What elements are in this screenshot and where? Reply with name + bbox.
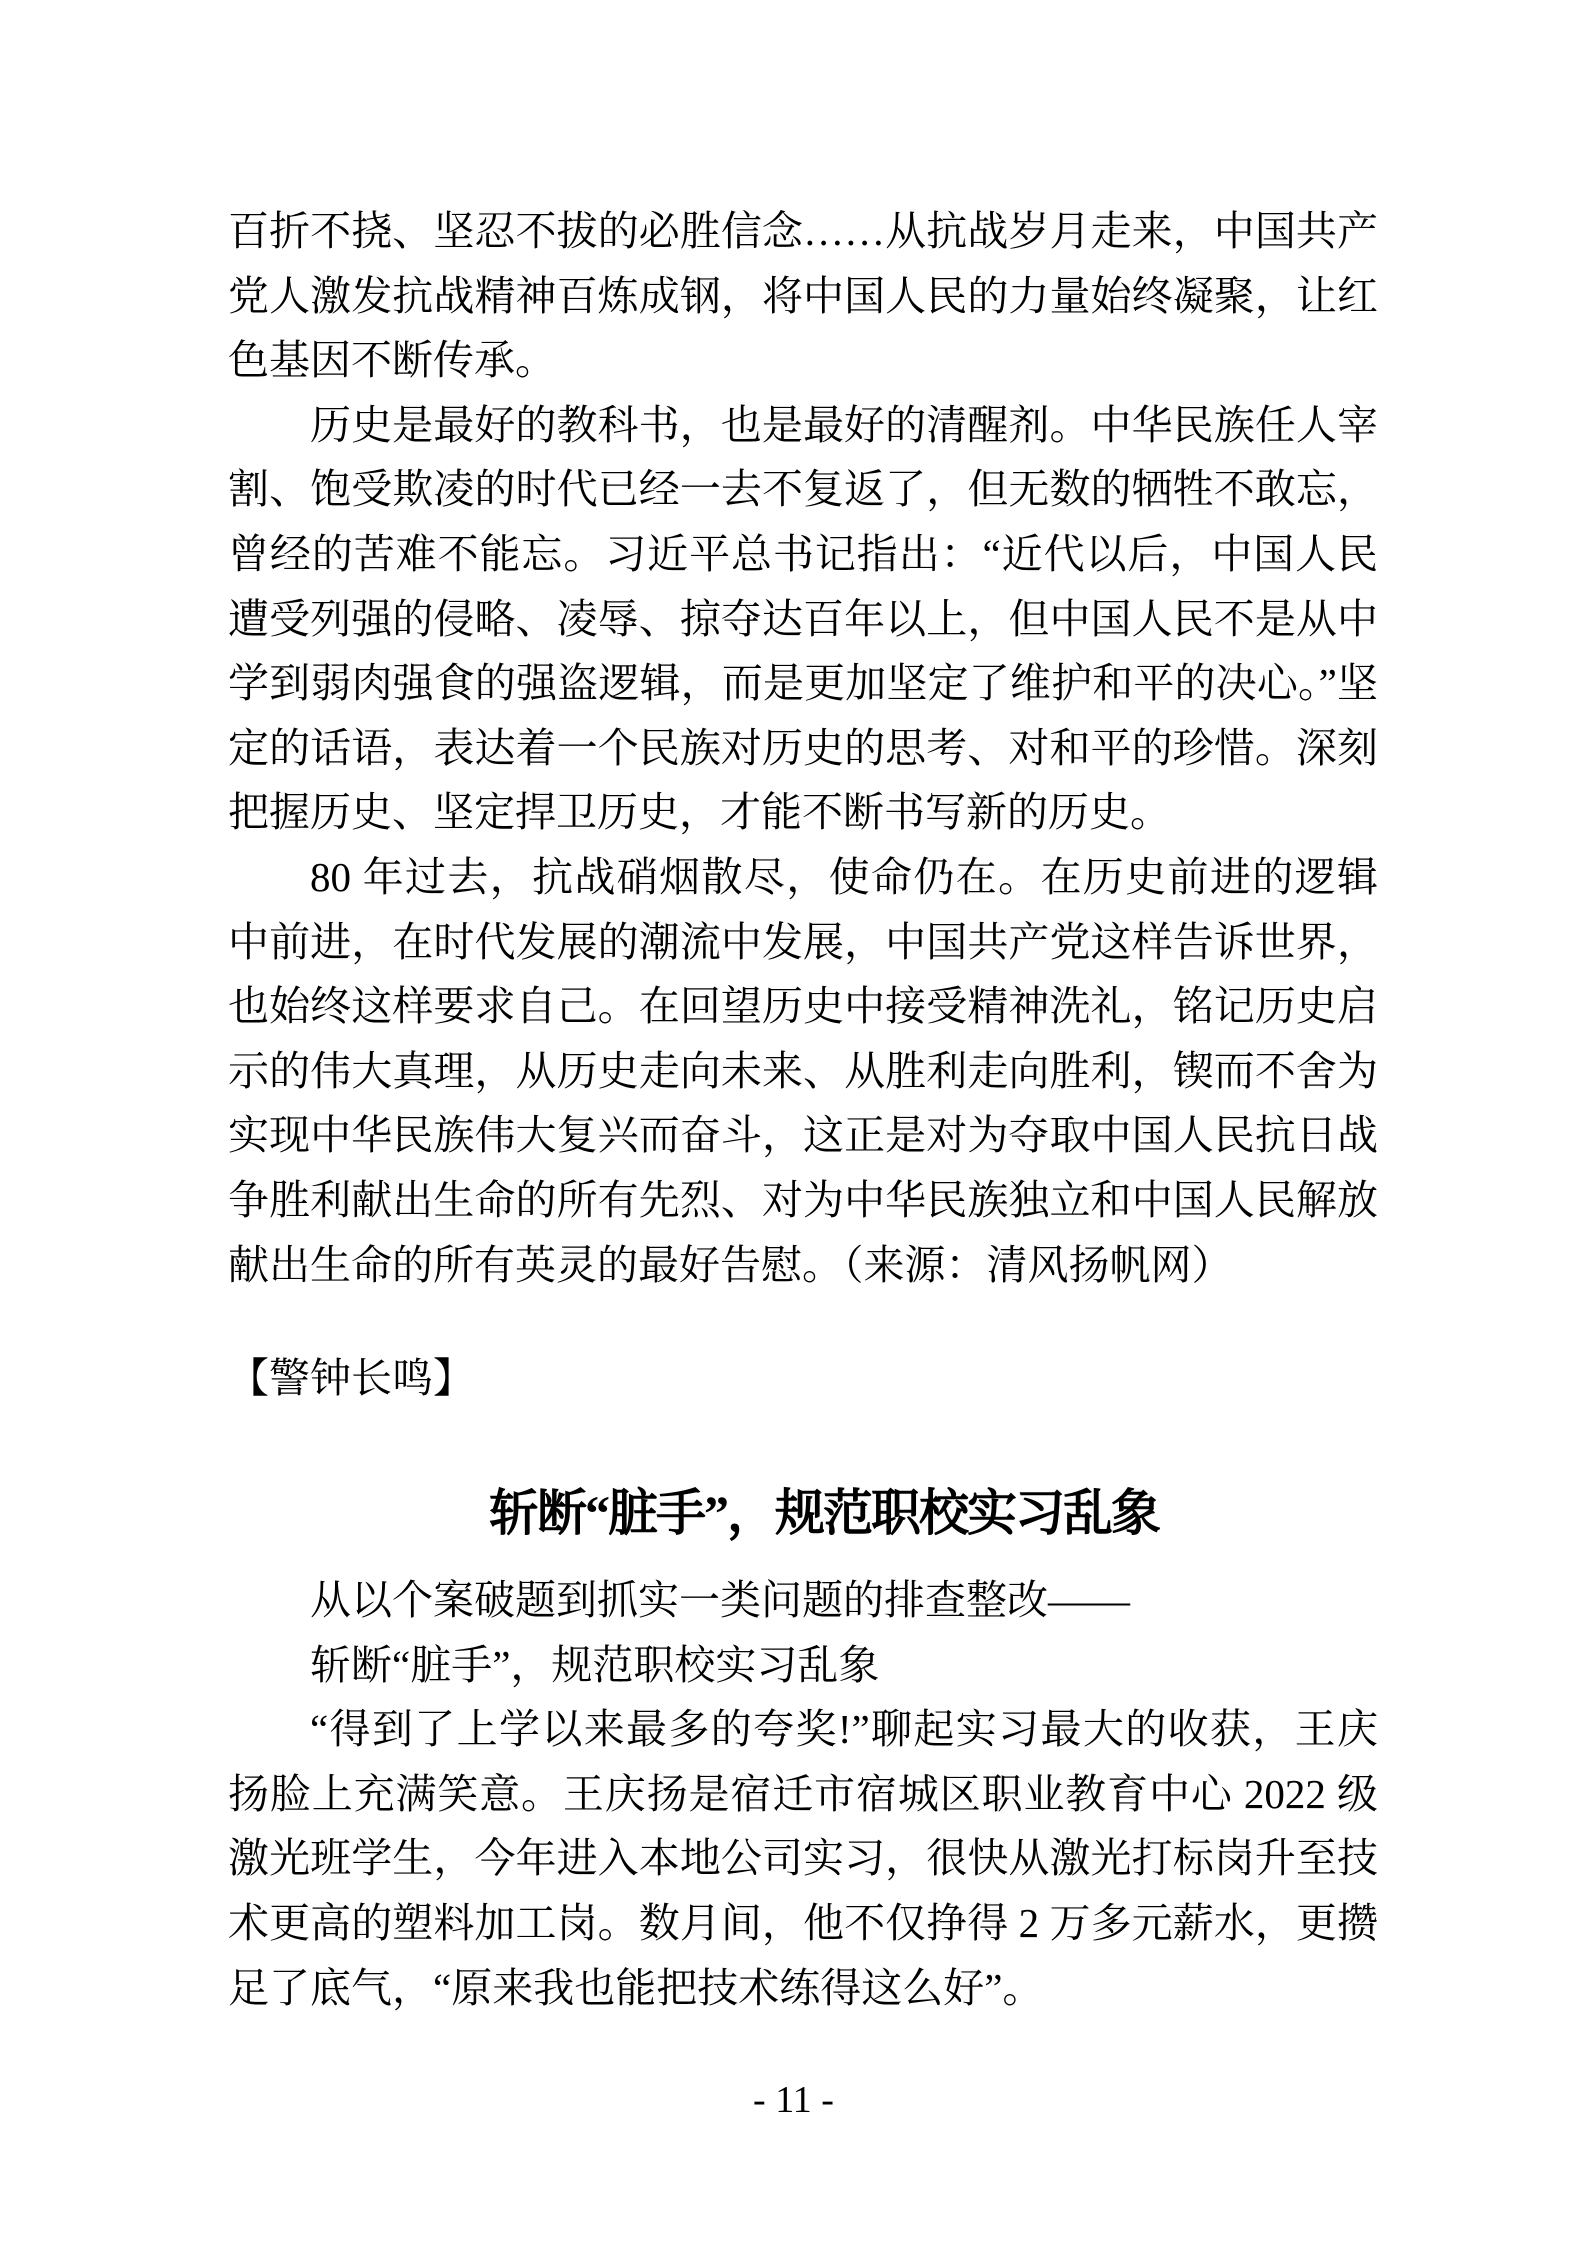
- article1-body: [228, 199, 1378, 1297]
- article1-paragraph-2: 历史是最好的教科书，也是最好的清醒剂。中华民族任人宰割、饱受欺凌的时代已经一去不复返了，但无数的牺牲不敢忘，曾经的苦难不能忘。习近平总书记指出：“近代以后，中国人民遭受列强的侵略、凌辱、掠夺达百年以上，但中国人民不是从中学到弱肉强食的强盗逻辑，而是更加坚定了维护和平的决心。”坚定的话语，表达着一个民族对历史的思考、对和平的珍惜。深刻把握历史、坚定捍卫历史，才能不断书写新的历史。: [228, 401, 1378, 836]
- article2-paragraph-1: “得到了上学以来最多的夸奖!”聊起实习最大的收获，王庆扬脸上充满笑意。王庆扬是宿迁市宿城区职业教育中心 2022 级激光班学生，今年进入本地公司实习，很快从激光打标岗升至技术更高的塑料加工岗。数月间，他不仅挣得 2 万多元薪水，更攒足了底气，“原来我也能把技术练得这么好”。: [228, 1706, 1378, 2011]
- article1-paragraph-3: 80 年过去，抗战硝烟散尽，使命仍在。在历史前进的逻辑中前进，在时代发展的潮流中发展，中国共产党这样告诉世界，也始终这样要求自己。在回望历史中接受精神洗礼，铭记历史启示的伟大真理，从历史走向未来、从胜利走向胜利，锲而不舍为实现中华民族伟大复兴而奋斗，这正是对为夺取中国人民抗日战争胜利献出生命的所有先烈、对为中华民族独立和中国人民解放献出生命的所有英灵的最好告慰。（来源：清风扬帆网）: [228, 853, 1378, 1288]
- article2-title: 斩断“脏手”，规范职校实习乱象: [489, 1485, 1159, 1541]
- article2-subtitle-line2: 斩断“脏手”，规范职校实习乱象: [310, 1641, 880, 1688]
- article1-paragraph-1: 百折不挠、坚忍不拔的必胜信念……从抗战岁月走来，中国共产党人激发抗战精神百炼成钢，将中国人民的力量始终凝聚，让红色基因不断传承。: [228, 208, 1378, 384]
- article2-body: [228, 1568, 1378, 2020]
- section-marker-alarm-bell: 【警钟长鸣】: [228, 1355, 474, 1401]
- page-number: - 11 -: [753, 2079, 834, 2121]
- article2-subtitle-line1: 从以个案破题到抓实一类问题的排查整改——: [310, 1577, 1130, 1623]
